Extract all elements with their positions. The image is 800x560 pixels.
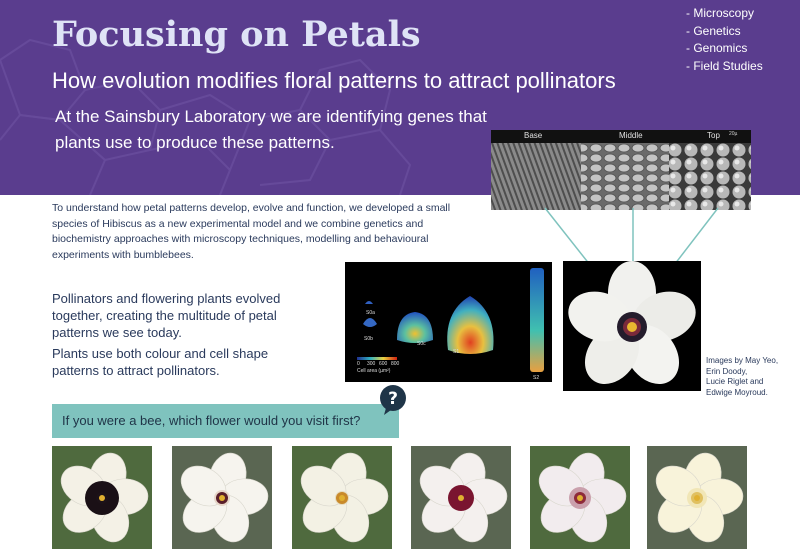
topic-item: - Microscopy [686,6,755,20]
flower-thumb-6[interactable] [647,446,747,549]
legend-tick: 0 [357,361,360,367]
cell-area-heatmap [345,262,552,382]
question-text: If you were a bee, which flower would you visit first? [62,413,361,428]
heatmap-image [345,262,552,382]
cell-label-base: Base [524,131,543,140]
cells-header [491,130,751,143]
credit-line: Erin Doody, [706,366,748,376]
topic-item: - Field Studies [686,58,763,73]
cell-label-middle: Middle [619,131,643,140]
image-credits [706,356,778,398]
question-badge-text: ? [388,389,398,409]
flower-thumb-3-image [292,446,392,549]
claim-patterns: Plants use both colour and cell shape patterns to attract pollinators. [52,346,269,378]
petal-cells-microscopy [491,130,751,210]
flower-thumb-5-image [530,446,630,549]
cell-label-top: Top [707,131,720,140]
question-mark-icon [378,384,410,416]
flower-thumb-1[interactable] [52,446,152,549]
legend-tick: 600 [379,361,388,367]
page-title: Focusing on Petals [52,14,421,55]
research-paragraph: To understand how petal patterns develop, evolve and function, we developed a small species of Hibiscus as a new experimental model and we combine genetics and biochemistry approaches with microscopy techniques, modelling and behavioural experiments with bumblebees. [52,202,451,261]
flower-thumb-4[interactable] [411,446,511,549]
hibiscus-flower-image [563,261,701,391]
question-banner [52,404,399,438]
claim-coevolution: Pollinators and flowering plants evolved together, creating the multitude of petal patterns we see today. [52,291,281,340]
hibiscus-flower-photo [563,261,701,391]
stage-label: S1 [453,349,460,355]
credit-line: Lucie Riglet and [706,377,764,386]
flower-thumb-6-image [647,446,747,549]
flower-thumb-5[interactable] [530,446,630,549]
topic-item: - Genomics [686,41,748,55]
legend-label: Cell area (µm²) [357,368,391,374]
intro-text: At the Sainsbury Laboratory we are identifying genes that plants use to produce these patterns. [55,107,487,152]
credit-line: Images by May Yeo, [706,356,779,365]
flower-thumb-4-image [411,446,511,549]
stage-label: S0a [366,310,375,316]
flower-thumb-3[interactable] [292,446,392,549]
cells-image [491,143,751,210]
stage-label: S0b [364,336,373,342]
stage-label: S0c [417,341,426,347]
topic-item: - Genetics [686,23,741,38]
flower-thumb-2[interactable] [172,446,272,549]
flower-thumb-1-image [52,446,152,549]
topics-list [686,5,763,75]
stage-label: S2 [533,375,540,381]
page-subtitle: How evolution modifies floral patterns to attract pollinators [52,68,616,93]
legend-tick: 800 [391,361,400,367]
flower-thumb-2-image [172,446,272,549]
credit-line: Edwige Moyroud. [706,387,768,397]
scale-label: 20µ [729,131,738,137]
legend-tick: 300 [367,361,376,367]
